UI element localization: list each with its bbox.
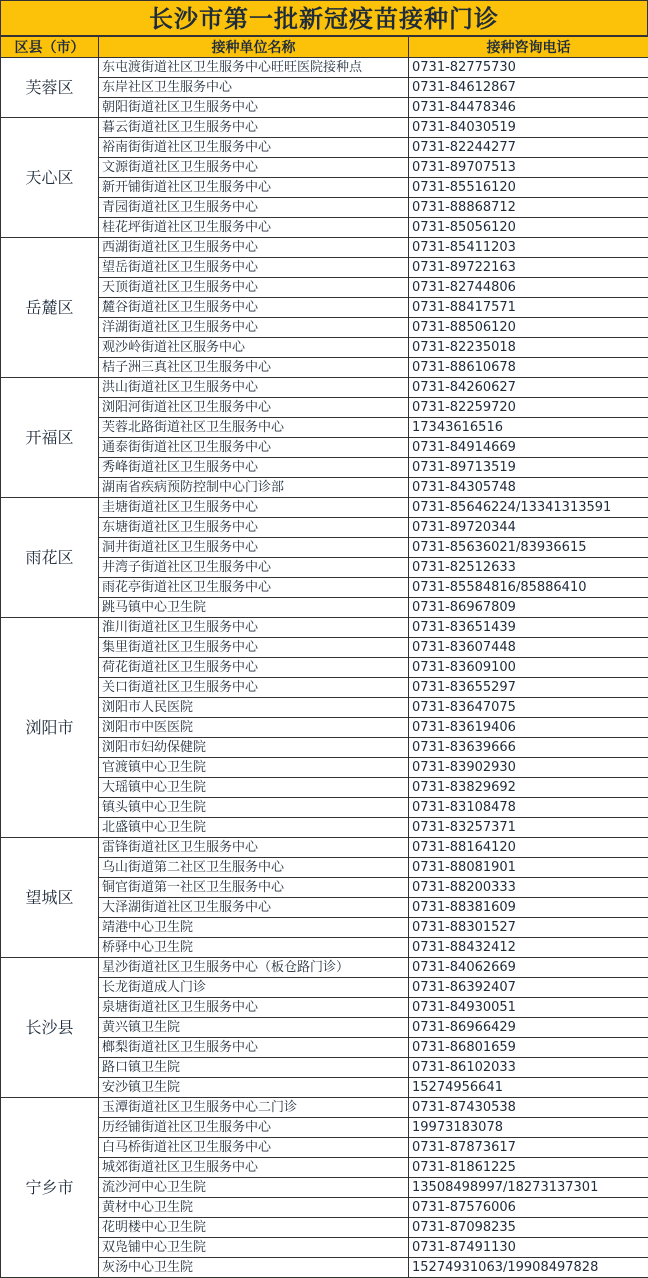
table-row bbox=[1, 958, 648, 978]
table-row bbox=[1, 478, 648, 498]
unit-name-cell: 井湾子街道社区卫生服务中心 bbox=[99, 558, 409, 578]
phone-cell: 0731-87430538 bbox=[409, 1098, 648, 1118]
table-row bbox=[1, 678, 648, 698]
unit-name-cell: 黄兴镇卫生院 bbox=[99, 1018, 409, 1038]
phone-cell: 0731-83607448 bbox=[409, 638, 648, 658]
header-unit-name: 接种单位名称 bbox=[99, 37, 409, 58]
table-row bbox=[1, 458, 648, 478]
unit-name-cell: 星沙街道社区卫生服务中心（板仓路门诊） bbox=[99, 958, 409, 978]
district-cell: 浏阳市 bbox=[1, 618, 99, 838]
table-row bbox=[1, 578, 648, 598]
unit-name-cell: 湖南省疾病预防控制中心门诊部 bbox=[99, 478, 409, 498]
table-row bbox=[1, 918, 648, 938]
phone-cell: 0731-88164120 bbox=[409, 838, 648, 858]
table-row bbox=[1, 998, 648, 1018]
table-row bbox=[1, 1178, 648, 1198]
table-row bbox=[1, 438, 648, 458]
unit-name-cell: 通泰街街道社区卫生服务中心 bbox=[99, 438, 409, 458]
table-row bbox=[1, 378, 648, 398]
table-row bbox=[1, 398, 648, 418]
unit-name-cell: 安沙镇卫生院 bbox=[99, 1078, 409, 1098]
table-row bbox=[1, 1018, 648, 1038]
table-body bbox=[1, 58, 648, 1278]
table-row bbox=[1, 258, 648, 278]
phone-cell: 0731-83829692 bbox=[409, 778, 648, 798]
table-row bbox=[1, 158, 648, 178]
phone-cell: 0731-82244277 bbox=[409, 138, 648, 158]
table-row bbox=[1, 1158, 648, 1178]
unit-name-cell: 城郊街道社区卫生服务中心 bbox=[99, 1158, 409, 1178]
phone-cell: 0731-83619406 bbox=[409, 718, 648, 738]
table-row bbox=[1, 298, 648, 318]
unit-name-cell: 天顶街道社区卫生服务中心 bbox=[99, 278, 409, 298]
table-row bbox=[1, 218, 648, 238]
unit-name-cell: 浏阳市妇幼保健院 bbox=[99, 738, 409, 758]
phone-cell: 0731-83639666 bbox=[409, 738, 648, 758]
phone-cell: 0731-88081901 bbox=[409, 858, 648, 878]
table-row bbox=[1, 1058, 648, 1078]
unit-name-cell: 桂花坪街道社区卫生服务中心 bbox=[99, 218, 409, 238]
table-row bbox=[1, 358, 648, 378]
unit-name-cell: 麓谷街道社区卫生服务中心 bbox=[99, 298, 409, 318]
table-row bbox=[1, 858, 648, 878]
phone-cell: 0731-89707513 bbox=[409, 158, 648, 178]
table-row bbox=[1, 1198, 648, 1218]
phone-cell: 0731-89720344 bbox=[409, 518, 648, 538]
unit-name-cell: 观沙岭街道社区服务中心 bbox=[99, 338, 409, 358]
unit-name-cell: 浏阳市人民医院 bbox=[99, 698, 409, 718]
table-row bbox=[1, 1218, 648, 1238]
phone-cell: 0731-81861225 bbox=[409, 1158, 648, 1178]
phone-cell: 0731-83655297 bbox=[409, 678, 648, 698]
district-cell: 芙蓉区 bbox=[1, 58, 99, 118]
phone-cell: 0731-88200333 bbox=[409, 878, 648, 898]
table-row bbox=[1, 758, 648, 778]
unit-name-cell: 雨花亭街道社区卫生服务中心 bbox=[99, 578, 409, 598]
phone-cell: 0731-86966429 bbox=[409, 1018, 648, 1038]
phone-cell: 0731-89713519 bbox=[409, 458, 648, 478]
phone-cell: 0731-82775730 bbox=[409, 58, 648, 78]
unit-name-cell: 暮云街道社区卫生服务中心 bbox=[99, 118, 409, 138]
district-cell: 岳麓区 bbox=[1, 238, 99, 378]
table-row bbox=[1, 138, 648, 158]
phone-cell: 0731-84930051 bbox=[409, 998, 648, 1018]
sheet-title: 长沙市第一批新冠疫苗接种门诊 bbox=[0, 0, 648, 36]
unit-name-cell: 白马桥街道社区卫生服务中心 bbox=[99, 1138, 409, 1158]
unit-name-cell: 镇头镇中心卫生院 bbox=[99, 798, 409, 818]
table-row bbox=[1, 498, 648, 518]
phone-cell: 0731-82259720 bbox=[409, 398, 648, 418]
phone-cell: 0731-86801659 bbox=[409, 1038, 648, 1058]
table-row bbox=[1, 58, 648, 78]
unit-name-cell: 朝阳街道社区卫生服务中心 bbox=[99, 98, 409, 118]
table-row bbox=[1, 198, 648, 218]
unit-name-cell: 靖港中心卫生院 bbox=[99, 918, 409, 938]
unit-name-cell: 望岳街道社区卫生服务中心 bbox=[99, 258, 409, 278]
unit-name-cell: 长龙街道成人门诊 bbox=[99, 978, 409, 998]
phone-cell: 0731-83108478 bbox=[409, 798, 648, 818]
table-row bbox=[1, 818, 648, 838]
table-row bbox=[1, 518, 648, 538]
phone-cell: 0731-85056120 bbox=[409, 218, 648, 238]
unit-name-cell: 榔梨街道社区卫生服务中心 bbox=[99, 1038, 409, 1058]
table-row bbox=[1, 878, 648, 898]
phone-cell: 0731-82744806 bbox=[409, 278, 648, 298]
table-row bbox=[1, 838, 648, 858]
unit-name-cell: 荷花街道社区卫生服务中心 bbox=[99, 658, 409, 678]
unit-name-cell: 大泽湖街道社区卫生服务中心 bbox=[99, 898, 409, 918]
phone-cell: 0731-84305748 bbox=[409, 478, 648, 498]
table-row bbox=[1, 658, 648, 678]
unit-name-cell: 洞井街道社区卫生服务中心 bbox=[99, 538, 409, 558]
unit-name-cell: 桥驿中心卫生院 bbox=[99, 938, 409, 958]
table-row bbox=[1, 338, 648, 358]
header-phone: 接种咨询电话 bbox=[409, 37, 648, 58]
table-row bbox=[1, 318, 648, 338]
unit-name-cell: 浏阳市中医医院 bbox=[99, 718, 409, 738]
phone-cell: 17343616516 bbox=[409, 418, 648, 438]
unit-name-cell: 圭塘街道社区卫生服务中心 bbox=[99, 498, 409, 518]
unit-name-cell: 淮川街道社区卫生服务中心 bbox=[99, 618, 409, 638]
unit-name-cell: 集里街道社区卫生服务中心 bbox=[99, 638, 409, 658]
phone-cell: 0731-85411203 bbox=[409, 238, 648, 258]
phone-cell: 19973183078 bbox=[409, 1118, 648, 1138]
phone-cell: 0731-84260627 bbox=[409, 378, 648, 398]
unit-name-cell: 新开铺街道社区卫生服务中心 bbox=[99, 178, 409, 198]
unit-name-cell: 流沙河中心卫生院 bbox=[99, 1178, 409, 1198]
phone-cell: 0731-83609100 bbox=[409, 658, 648, 678]
phone-cell: 0731-85646224/13341313591 bbox=[409, 498, 648, 518]
unit-name-cell: 浏阳河街道社区卫生服务中心 bbox=[99, 398, 409, 418]
district-cell: 宁乡市 bbox=[1, 1098, 99, 1278]
phone-cell: 0731-87491130 bbox=[409, 1238, 648, 1258]
table-row bbox=[1, 238, 648, 258]
unit-name-cell: 东屯渡街道社区卫生服务中心旺旺医院接种点 bbox=[99, 58, 409, 78]
district-cell: 长沙县 bbox=[1, 958, 99, 1098]
phone-cell: 0731-85584816/85886410 bbox=[409, 578, 648, 598]
unit-name-cell: 雷锋街道社区卫生服务中心 bbox=[99, 838, 409, 858]
table-row bbox=[1, 638, 648, 658]
phone-cell: 0731-88506120 bbox=[409, 318, 648, 338]
unit-name-cell: 玉潭街道社区卫生服务中心二门诊 bbox=[99, 1098, 409, 1118]
unit-name-cell: 双凫铺中心卫生院 bbox=[99, 1238, 409, 1258]
phone-cell: 0731-82512633 bbox=[409, 558, 648, 578]
unit-name-cell: 桔子洲三真社区卫生服务中心 bbox=[99, 358, 409, 378]
unit-name-cell: 文源街道社区卫生服务中心 bbox=[99, 158, 409, 178]
table-row bbox=[1, 1238, 648, 1258]
phone-cell: 0731-84914669 bbox=[409, 438, 648, 458]
unit-name-cell: 东塘街道社区卫生服务中心 bbox=[99, 518, 409, 538]
table-row bbox=[1, 418, 648, 438]
table-row bbox=[1, 718, 648, 738]
phone-cell: 13508498997/18273137301 bbox=[409, 1178, 648, 1198]
phone-cell: 0731-83651439 bbox=[409, 618, 648, 638]
phone-cell: 0731-88432412 bbox=[409, 938, 648, 958]
unit-name-cell: 花明楼中心卫生院 bbox=[99, 1218, 409, 1238]
header-district: 区县（市） bbox=[1, 37, 99, 58]
phone-cell: 0731-84030519 bbox=[409, 118, 648, 138]
phone-cell: 0731-88381609 bbox=[409, 898, 648, 918]
phone-cell: 0731-84478346 bbox=[409, 98, 648, 118]
unit-name-cell: 北盛镇中心卫生院 bbox=[99, 818, 409, 838]
unit-name-cell: 大瑶镇中心卫生院 bbox=[99, 778, 409, 798]
district-cell: 望城区 bbox=[1, 838, 99, 958]
table-row bbox=[1, 278, 648, 298]
table-row bbox=[1, 598, 648, 618]
phone-cell: 0731-83647075 bbox=[409, 698, 648, 718]
unit-name-cell: 乌山街道第二社区卫生服务中心 bbox=[99, 858, 409, 878]
unit-name-cell: 历经铺街道社区卫生服务中心 bbox=[99, 1118, 409, 1138]
table-row bbox=[1, 738, 648, 758]
table-row bbox=[1, 698, 648, 718]
table-row bbox=[1, 1098, 648, 1118]
unit-name-cell: 官渡镇中心卫生院 bbox=[99, 758, 409, 778]
phone-cell: 0731-88301527 bbox=[409, 918, 648, 938]
table-row bbox=[1, 978, 648, 998]
phone-cell: 0731-86392407 bbox=[409, 978, 648, 998]
phone-cell: 0731-88610678 bbox=[409, 358, 648, 378]
phone-cell: 0731-88417571 bbox=[409, 298, 648, 318]
table-row bbox=[1, 1118, 648, 1138]
district-cell: 天心区 bbox=[1, 118, 99, 238]
phone-cell: 0731-85636021/83936615 bbox=[409, 538, 648, 558]
district-cell: 雨花区 bbox=[1, 498, 99, 618]
phone-cell: 0731-82235018 bbox=[409, 338, 648, 358]
table-row bbox=[1, 1138, 648, 1158]
table-header bbox=[1, 37, 648, 58]
unit-name-cell: 东岸社区卫生服务中心 bbox=[99, 78, 409, 98]
table-row bbox=[1, 78, 648, 98]
unit-name-cell: 青园街道社区卫生服务中心 bbox=[99, 198, 409, 218]
unit-name-cell: 泉塘街道社区卫生服务中心 bbox=[99, 998, 409, 1018]
phone-cell: 15274931063/19908497828 bbox=[409, 1258, 648, 1278]
phone-cell: 0731-87576006 bbox=[409, 1198, 648, 1218]
table-row bbox=[1, 618, 648, 638]
header-row bbox=[1, 37, 648, 58]
phone-cell: 0731-89722163 bbox=[409, 258, 648, 278]
table-row bbox=[1, 798, 648, 818]
unit-name-cell: 裕南街街道社区卫生服务中心 bbox=[99, 138, 409, 158]
unit-name-cell: 关口街道社区卫生服务中心 bbox=[99, 678, 409, 698]
unit-name-cell: 西湖街道社区卫生服务中心 bbox=[99, 238, 409, 258]
table-row bbox=[1, 1038, 648, 1058]
table-row bbox=[1, 178, 648, 198]
table-row bbox=[1, 98, 648, 118]
phone-cell: 0731-83257371 bbox=[409, 818, 648, 838]
unit-name-cell: 芙蓉北路街道社区卫生服务中心 bbox=[99, 418, 409, 438]
phone-cell: 0731-86967809 bbox=[409, 598, 648, 618]
unit-name-cell: 秀峰街道社区卫生服务中心 bbox=[99, 458, 409, 478]
unit-name-cell: 洪山街道社区卫生服务中心 bbox=[99, 378, 409, 398]
table-row bbox=[1, 938, 648, 958]
unit-name-cell: 黄材中心卫生院 bbox=[99, 1198, 409, 1218]
clinic-table bbox=[0, 36, 648, 1278]
table-row bbox=[1, 118, 648, 138]
table-row bbox=[1, 538, 648, 558]
phone-cell: 0731-84062669 bbox=[409, 958, 648, 978]
table-row bbox=[1, 898, 648, 918]
table-row bbox=[1, 778, 648, 798]
unit-name-cell: 跳马镇中心卫生院 bbox=[99, 598, 409, 618]
phone-cell: 0731-85516120 bbox=[409, 178, 648, 198]
unit-name-cell: 路口镇卫生院 bbox=[99, 1058, 409, 1078]
phone-cell: 0731-87873617 bbox=[409, 1138, 648, 1158]
phone-cell: 0731-84612867 bbox=[409, 78, 648, 98]
table-row bbox=[1, 1078, 648, 1098]
phone-cell: 15274956641 bbox=[409, 1078, 648, 1098]
phone-cell: 0731-88868712 bbox=[409, 198, 648, 218]
phone-cell: 0731-83902930 bbox=[409, 758, 648, 778]
unit-name-cell: 灰汤中心卫生院 bbox=[99, 1258, 409, 1278]
phone-cell: 0731-87098235 bbox=[409, 1218, 648, 1238]
unit-name-cell: 洋湖街道社区卫生服务中心 bbox=[99, 318, 409, 338]
table-row bbox=[1, 1258, 648, 1278]
district-cell: 开福区 bbox=[1, 378, 99, 498]
table-row bbox=[1, 558, 648, 578]
unit-name-cell: 铜官街道第一社区卫生服务中心 bbox=[99, 878, 409, 898]
phone-cell: 0731-86102033 bbox=[409, 1058, 648, 1078]
